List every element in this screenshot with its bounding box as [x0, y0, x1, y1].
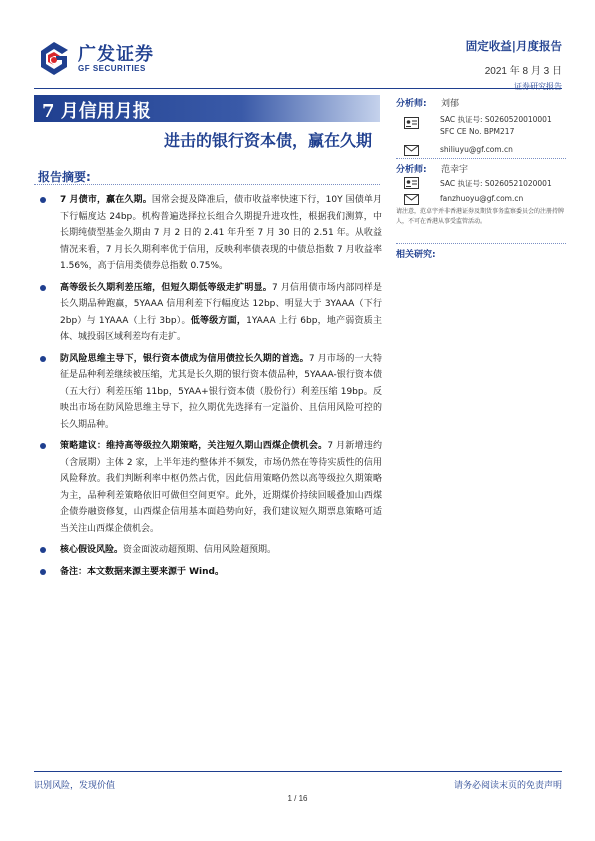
analyst-sac: SAC 执证号: S0260521020001 — [440, 179, 552, 188]
footer-slogan: 识别风险，发现价值 — [34, 781, 116, 791]
bullet-heading: 防风险思维主导下，银行资本债成为信用债拉长久期的首选。 — [60, 353, 309, 364]
analyst-divider — [396, 158, 566, 159]
bullet-text: 7 月市场的一大特征是品种利差继续被压缩，尤其是长久期的银行资本债品种，5YAAA-银行资本债（五大行）利差压缩 11bp，5YAA+银行资本债（股份行）利差压缩 19bp。反映出市场在防风险思维主导下，拉久期优先选择有一定溢价、且信用风险可控的长久期品种。 — [60, 353, 382, 430]
analyst-name: 刘郁 — [441, 99, 460, 109]
bullet-dot-icon — [40, 356, 46, 362]
report-title: 7 月信用月报 — [42, 101, 151, 122]
bullet-text: 国常会提及降准后，债市收益率快速下行，10Y 国债单月下行幅度达 24bp。机构普遍选择拉长组合久期提升进攻性，根据我们测算，中长期纯债型基金久期由 7 月 2 日的 2.41 年升至 7 月 30 日的 2.51 年。从收益情况来看，7 月长久期利率优于信用，反映利率债表现的中债总指数 7 月收益率 1.56%，高于信用类债券总指数 0.75%。 — [60, 195, 383, 271]
analyst-1 — [396, 96, 566, 156]
bullet-text: 1YAAA 上行 6bp，地产弱资质主体、城投弱区域利差均有走扩。 — [60, 315, 382, 342]
logo-english-name: GF SECURITIES — [78, 64, 146, 73]
bullet-dot-icon — [40, 547, 46, 553]
report-subtitle: 进击的银行资本债，赢在久期 — [163, 131, 372, 150]
summary-bullet — [34, 280, 382, 346]
id-card-icon — [404, 177, 419, 189]
logo-chinese-name: 广发证券 — [78, 44, 154, 65]
analyst-name: 范幸宇 — [441, 165, 469, 175]
related-research-heading: 相关研究: — [396, 250, 436, 260]
bullet-heading: 高等级长久期利差压缩，但短久期低等级走扩明显。 — [60, 282, 273, 293]
bullet-dot-icon — [40, 197, 46, 203]
summary-bullet — [34, 438, 382, 537]
footer-divider — [34, 771, 562, 772]
analyst-label: 分析师: — [396, 99, 427, 109]
summary-bullets — [34, 192, 382, 585]
summary-bullet — [34, 192, 382, 275]
header-meta — [466, 38, 562, 92]
analyst-2 — [396, 162, 566, 206]
header-divider — [34, 88, 562, 89]
summary-heading: 报告摘要: — [38, 170, 91, 184]
email-icon — [404, 194, 419, 205]
summary-bullet — [34, 564, 382, 581]
bullet-text: 7 月信用债市场内部同样是长久期品种跑赢，5YAAA 信用利差下行幅度达 12bp、明显大于 3YAAA（下行 2bp）与 1YAAA（上行 3bp）。 — [60, 282, 382, 326]
title-band — [34, 95, 380, 122]
bullet-text: 7 月新增违约（含展期）主体 2 家，上半年违约整体并不频发，市场仍然在等待实质性的信用风险释放。我们判断利率中枢仍然占优，因此信用策略仍然以高等级拉久期策略为主，品种利差策略依旧可做但空间更窄。此外，近期煤价持续回暖叠加山西煤企债券融资修复，山西煤企信用基本面趋势向好，我们建议短久期票息策略可适当关注山西煤企债机会。 — [60, 441, 382, 534]
bullet-subheading: 低等级方面， — [190, 315, 247, 326]
id-card-icon — [404, 117, 419, 129]
summary-bullet — [34, 351, 382, 434]
report-type: 固定收益|月度报告 — [465, 39, 562, 53]
footer-disclaimer-link: 请务必阅读末页的免责声明 — [453, 781, 562, 791]
analyst-sfc: SFC CE No. BPM217 — [440, 127, 515, 136]
analyst-email[interactable]: fanzhuoyu@gf.com.cn — [440, 194, 524, 203]
analyst-label: 分析师: — [396, 165, 427, 175]
bullet-heading: 策略建议：维持高等级拉久期策略，关注短久期山西煤企债机会。 — [60, 441, 328, 451]
email-icon — [404, 145, 419, 156]
analyst-disclaimer-note: 请注意，范卓宇并非香港证券及期货事务监察委员会的注册持牌人，不可在香港从事受监管活动。 — [396, 208, 565, 225]
page-number: 1 / 16 — [287, 794, 308, 803]
bullet-heading: 7 月债市，赢在久期。 — [60, 195, 152, 205]
bullet-heading: 核心假设风险。 — [60, 545, 124, 555]
related-divider — [396, 243, 566, 244]
bullet-dot-icon — [40, 285, 46, 291]
report-category: 证券研究报告 — [514, 82, 562, 91]
summary-bullet — [34, 542, 382, 559]
bullet-heading: 备注：本文数据来源主要来源于 Wind。 — [60, 566, 224, 577]
report-date: 2021 年 8 月 3 日 — [484, 66, 562, 77]
bullet-dot-icon — [40, 443, 46, 449]
bullet-text: 资金面波动超预期、信用风险超预期。 — [123, 545, 277, 555]
analyst-email[interactable]: shiliuyu@gf.com.cn — [440, 145, 513, 154]
gf-logo-icon — [34, 38, 74, 78]
analyst-sac: SAC 执证号: S0260520010001 — [440, 115, 552, 124]
bullet-dot-icon — [40, 569, 46, 575]
title-block — [34, 95, 380, 159]
summary-divider — [34, 184, 380, 185]
company-logo — [34, 38, 174, 82]
